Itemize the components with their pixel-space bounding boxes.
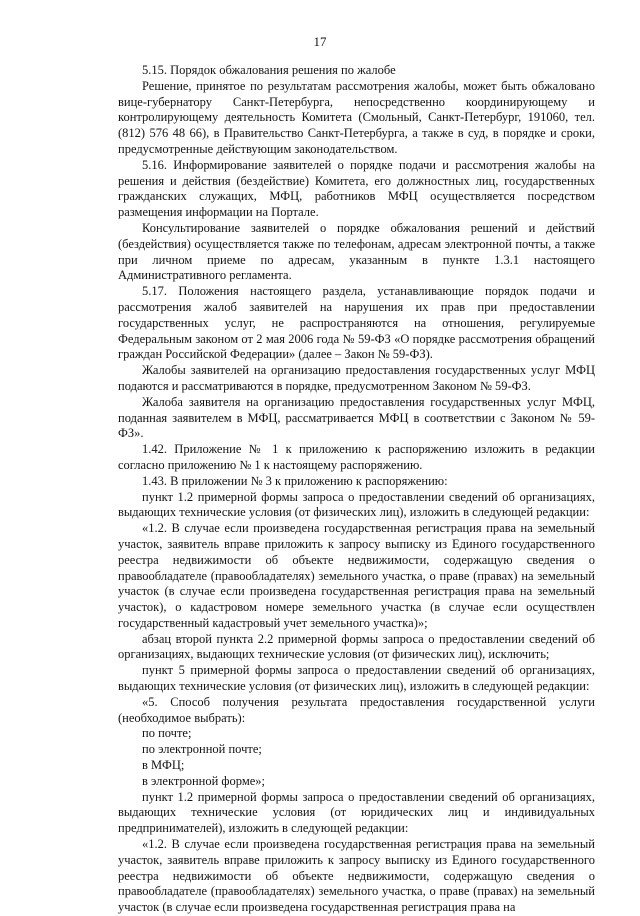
paragraph-item-5: пункт 5 примерной формы запроса о предоставлении сведений об организациях, выдающих технические условия (от физических лиц), изложить в следующей редакции:: [118, 663, 595, 694]
list-item-mfc: в МФЦ;: [142, 758, 185, 773]
paragraph-consulting: Консультирование заявителей о порядке обжалования решений и действий (бездействия) осуществляется также по телефонам, адресам электронной почты, а также при личном приеме по адресам, указанным в пункте 1.3.1 настоящего Административного регламента.: [118, 220, 595, 283]
paragraph-quote-1-2-legal: «1.2. В случае если произведена государственная регистрация права на земельный участок, заявитель вправе приложить к запросу выписку из Единого государственного реестра недвижимости об объекте недвижимости, содержащую сведения о правообладателе (правообладателях) земельного участка, о праве (правах) на земельный участок (в случае если произведена государственная регистрация права на: [118, 837, 595, 915]
paragraph-5-16: 5.16. Информирование заявителей о порядке подачи и рассмотрения жалобы на решения и действия (бездействие) Комитета, его должностных лиц, государственных гражданских служащих, МФЦ, работников МФЦ осуществляется посредством размещения информации на Портале.: [118, 157, 595, 220]
paragraph-5-17: 5.17. Положения настоящего раздела, устанавливающие порядок подачи и рассмотрения жалоб заявителей на нарушения их прав при предоставлении государственных услуг, не распространяются на отношения, регулируемые Федеральным законом от 2 мая 2006 года № 59-ФЗ «О порядке рассмотрения обращений граждан Российской Федерации» (далее – Закон № 59-ФЗ).: [118, 284, 595, 362]
paragraph-item-2-2: абзац второй пункта 2.2 примерной формы запроса о предоставлении сведений об организациях, выдающих технические условия (от физических лиц), исключить;: [118, 631, 595, 662]
paragraph-item-1-2-individuals: пункт 1.2 примерной формы запроса о предоставлении сведений об организациях, выдающих технические условия (от физических лиц), изложить в следующей редакции:: [118, 489, 595, 520]
list-item-electronic: в электронной форме»;: [142, 773, 266, 788]
paragraph-1-43: 1.43. В приложении № 3 к приложению к распоряжению:: [142, 473, 448, 488]
paragraph-quote-1-2-individuals: «1.2. В случае если произведена государственная регистрация права на земельный участок, заявитель вправе приложить к запросу выписку из Единого государственного реестра недвижимости об объекте недвижимости, содержащую сведения о правообладателе (правообладателях) земельного участка, о праве (правах) на земельный участок (в случае если произведена государственная регистрация права на земельный участок), о кадастровом номере земельного участка (в случае если осуществлен государственный кадастровый учет земельного участка)»;: [118, 521, 595, 630]
paragraph-mfc-complaint-review: Жалоба заявителя на организацию предоставления государственных услуг МФЦ, поданная заявителем в МФЦ, рассматривается МФЦ в соответствии с Законом № 59-ФЗ».: [118, 394, 595, 441]
paragraph-item-1-2-legal: пункт 1.2 примерной формы запроса о предоставлении сведений об организациях, выдающих технические условия (от юридических лиц и индивидуальных предпринимателей), изложить в следующей редакции:: [118, 789, 595, 836]
paragraph-quote-5: «5. Способ получения результата предоставления государственной услуги (необходимое выбрать):: [118, 694, 595, 725]
paragraph-appeal-decision: Решение, принятое по результатам рассмотрения жалобы, может быть обжаловано вице-губернатору Санкт-Петербурга, непосредственно координирующему и контролирующему деятельность Комитета (Смольный, Санкт-Петербург, 191060, тел. (812) 576 48 66), в Правительство Санкт-Петербурга, а также в суд, в порядке и сроки, предусмотренные действующим законодательством.: [118, 78, 595, 156]
document-body: [118, 63, 595, 916]
paragraph-1-42: 1.42. Приложение № 1 к приложению к распоряжению изложить в редакции согласно приложению № 1 к настоящему распоряжению.: [118, 442, 595, 472]
list-item-by-email: по электронной почте;: [142, 742, 262, 757]
paragraph-mfc-complaints: Жалобы заявителей на организацию предоставления государственных услуг МФЦ подаются и рассматриваются в порядке, предусмотренном Законом № 59-ФЗ.: [118, 363, 595, 393]
page-number: 17: [313, 34, 327, 49]
list-item-by-post: по почте;: [142, 726, 192, 741]
section-heading-5-15: 5.15. Порядок обжалования решения по жалобе: [142, 63, 396, 77]
